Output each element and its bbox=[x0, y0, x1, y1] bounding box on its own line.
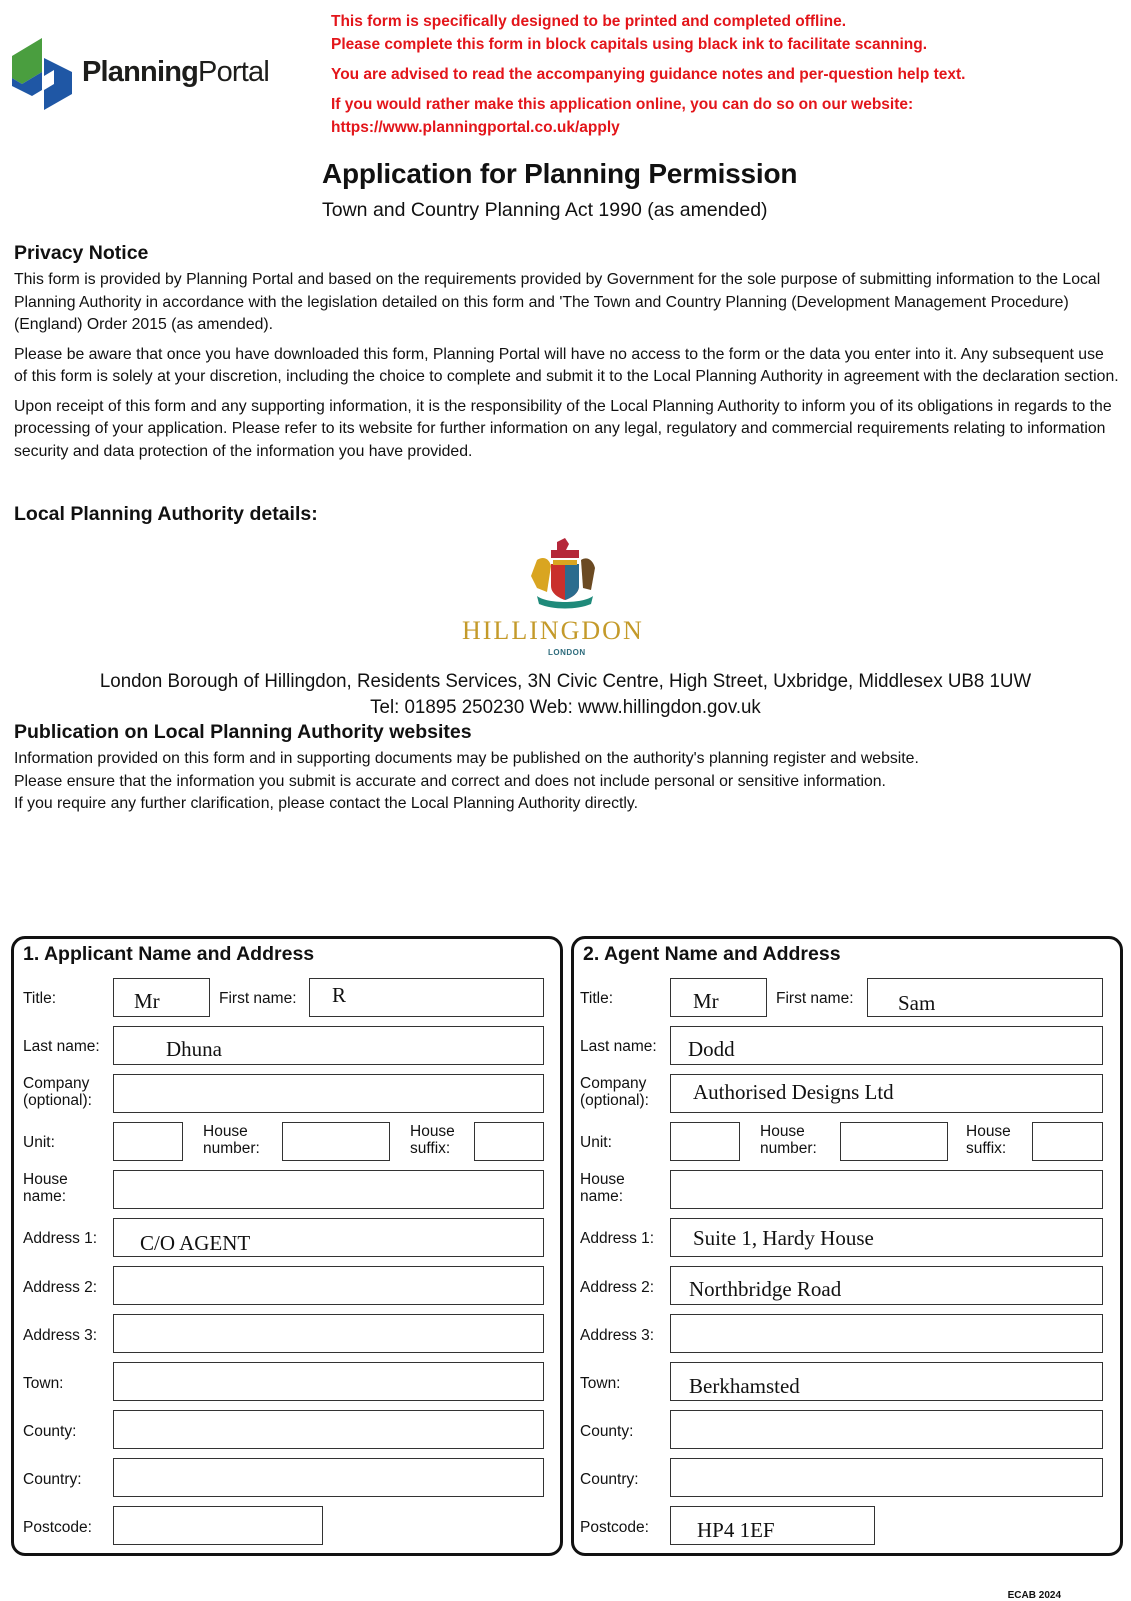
applicant-town-field[interactable] bbox=[113, 1362, 544, 1401]
agent-heading: 2. Agent Name and Address bbox=[583, 943, 841, 965]
label-line: number: bbox=[760, 1140, 817, 1157]
applicant-company-field[interactable] bbox=[113, 1074, 544, 1113]
publication-line: Please ensure that the information you submit is accurate and correct and does not include personal or sensitive information. bbox=[14, 772, 886, 790]
house-suffix-label bbox=[410, 1123, 455, 1157]
applicant-unit-field[interactable] bbox=[113, 1122, 183, 1161]
lpa-address bbox=[23, 668, 1109, 720]
agent-last-name-field[interactable] bbox=[670, 1026, 1103, 1065]
field-value: Mr bbox=[693, 989, 719, 1013]
lpa-address-line: London Borough of Hillingdon, Residents Services, 3N Civic Centre, High Street, Uxbridge, Middlesex UB8 1UW bbox=[99, 670, 1032, 692]
applicant-address1-field[interactable] bbox=[113, 1218, 544, 1257]
last-name-label: Last name: bbox=[580, 1038, 657, 1055]
label-line: suffix: bbox=[966, 1140, 1007, 1157]
label-line: House bbox=[203, 1123, 248, 1140]
notice-line: You are advised to read the accompanying guidance notes and per-question help text. bbox=[331, 66, 966, 83]
field-value: C/O AGENT bbox=[140, 1231, 251, 1255]
agent-house-number-field[interactable] bbox=[840, 1122, 948, 1161]
postcode-label: Postcode: bbox=[23, 1519, 92, 1536]
label-line: House bbox=[23, 1171, 68, 1188]
agent-address2-field[interactable] bbox=[670, 1266, 1103, 1305]
company-label bbox=[580, 1075, 649, 1109]
applicant-section bbox=[11, 936, 563, 1556]
applicant-country-field[interactable] bbox=[113, 1458, 544, 1497]
county-label: County: bbox=[23, 1423, 77, 1440]
label-line: (optional): bbox=[580, 1092, 649, 1109]
label-line: number: bbox=[203, 1140, 260, 1157]
label-line: Company bbox=[580, 1075, 647, 1092]
privacy-paragraph: Please be aware that once you have downloaded this form, Planning Portal will have no access to the form or the data you enter into it. Any subsequent use of this form is solely at your discretion, including the choice to complete and submit it to the Local Planning Authority in agreement with the declaration section. bbox=[14, 345, 1119, 385]
address3-label: Address 3: bbox=[23, 1327, 98, 1344]
publication-line: Information provided on this form and in supporting documents may be published on the authority's planning register and website. bbox=[14, 750, 919, 767]
field-value: Dhuna bbox=[166, 1037, 222, 1061]
last-name-label: Last name: bbox=[23, 1038, 100, 1055]
field-value: Dodd bbox=[688, 1037, 735, 1061]
publication-heading: Publication on Local Planning Authority websites bbox=[14, 721, 472, 743]
town-label: Town: bbox=[580, 1375, 621, 1392]
applicant-house-number-field[interactable] bbox=[282, 1122, 390, 1161]
address3-label: Address 3: bbox=[580, 1327, 655, 1344]
title-label: Title: bbox=[580, 990, 614, 1007]
label-line: (optional): bbox=[23, 1092, 92, 1109]
house-number-label bbox=[760, 1123, 817, 1157]
label-line: House bbox=[966, 1123, 1011, 1140]
applicant-county-field[interactable] bbox=[113, 1410, 544, 1449]
brand-light: Portal bbox=[198, 56, 270, 88]
planning-portal-logo bbox=[12, 38, 282, 110]
form-code: ECAB 2024 bbox=[1007, 1590, 1061, 1601]
agent-house-suffix-field[interactable] bbox=[1032, 1122, 1103, 1161]
applicant-heading: 1. Applicant Name and Address bbox=[23, 943, 315, 965]
address1-label: Address 1: bbox=[580, 1230, 655, 1247]
applicant-first-name-field[interactable] bbox=[309, 978, 544, 1017]
brand-bold: Planning bbox=[82, 56, 199, 88]
privacy-body bbox=[14, 269, 1119, 470]
agent-address1-field[interactable] bbox=[670, 1218, 1103, 1257]
label-line: name: bbox=[23, 1188, 67, 1205]
privacy-heading: Privacy Notice bbox=[14, 242, 149, 264]
hillingdon-crest-icon bbox=[527, 538, 603, 612]
applicant-house-name-field[interactable] bbox=[113, 1170, 544, 1209]
privacy-paragraph: This form is provided by Planning Portal and based on the requirements provided by Government for the sole purpose of submitting information to the Local Planning Authority in accordance with the legislation detailed on this form and 'The Town and Country Planning (Development Management Procedure) (England) Order 2015 (as amended). bbox=[14, 271, 1101, 333]
hillingdon-wordmark: HILLINGDON bbox=[462, 616, 644, 645]
company-label bbox=[23, 1075, 92, 1109]
address1-label: Address 1: bbox=[23, 1230, 98, 1247]
publication-body bbox=[14, 748, 1119, 816]
agent-unit-field[interactable] bbox=[670, 1122, 740, 1161]
house-name-label bbox=[580, 1171, 625, 1205]
field-value: Sam bbox=[898, 991, 936, 1015]
page-subtitle: Town and Country Planning Act 1990 (as amended) bbox=[322, 199, 768, 221]
house-name-label bbox=[23, 1171, 68, 1205]
offline-notice bbox=[331, 10, 1111, 139]
label-line: House bbox=[580, 1171, 625, 1188]
applicant-address2-field[interactable] bbox=[113, 1266, 544, 1305]
country-label: Country: bbox=[23, 1471, 82, 1488]
address2-label: Address 2: bbox=[23, 1279, 98, 1296]
field-value: Suite 1, Hardy House bbox=[693, 1226, 874, 1250]
label-line: House bbox=[760, 1123, 805, 1140]
county-label: County: bbox=[580, 1423, 634, 1440]
agent-title-field[interactable] bbox=[670, 978, 767, 1017]
label-line: suffix: bbox=[410, 1140, 451, 1157]
notice-line: This form is specifically designed to be printed and completed offline. bbox=[331, 13, 847, 30]
country-label: Country: bbox=[580, 1471, 639, 1488]
lpa-heading: Local Planning Authority details: bbox=[14, 503, 318, 525]
applicant-title-field[interactable] bbox=[113, 978, 210, 1017]
title-label: Title: bbox=[23, 990, 57, 1007]
field-value: Northbridge Road bbox=[689, 1277, 842, 1301]
apply-online-link[interactable]: https://www.planningportal.co.uk/apply bbox=[331, 119, 620, 136]
agent-county-field[interactable] bbox=[670, 1410, 1103, 1449]
postcode-label: Postcode: bbox=[580, 1519, 649, 1536]
unit-label: Unit: bbox=[580, 1134, 612, 1151]
label-line: name: bbox=[580, 1188, 624, 1205]
field-value: HP4 1EF bbox=[697, 1518, 775, 1542]
first-name-label: First name: bbox=[776, 990, 854, 1007]
notice-line: If you would rather make this application online, you can do so on our website: bbox=[331, 96, 914, 113]
agent-postcode-field[interactable] bbox=[670, 1506, 875, 1545]
field-value: Authorised Designs Ltd bbox=[693, 1080, 894, 1104]
applicant-last-name-field[interactable] bbox=[113, 1026, 544, 1065]
agent-company-field[interactable] bbox=[670, 1074, 1103, 1113]
town-label: Town: bbox=[23, 1375, 64, 1392]
applicant-house-suffix-field[interactable] bbox=[474, 1122, 544, 1161]
house-number-label bbox=[203, 1123, 260, 1157]
unit-label: Unit: bbox=[23, 1134, 55, 1151]
publication-line: If you require any further clarification, please contact the Local Planning Authority directly. bbox=[14, 795, 639, 812]
field-value: Mr bbox=[134, 989, 160, 1013]
agent-section bbox=[571, 936, 1123, 1556]
field-value: Berkhamsted bbox=[689, 1374, 800, 1398]
agent-country-field[interactable] bbox=[670, 1458, 1103, 1497]
address2-label: Address 2: bbox=[580, 1279, 655, 1296]
notice-line: Please complete this form in block capitals using black ink to facilitate scanning. bbox=[331, 36, 928, 53]
planning-portal-logo-icon bbox=[12, 38, 74, 110]
hillingdon-sub: LONDON bbox=[548, 648, 586, 657]
privacy-paragraph: Upon receipt of this form and any supporting information, it is the responsibility of the Local Planning Authority to inform you of its obligations in regards to the processing of your application. Please refer to its website for further information on any legal, regulatory and commercial requirements relating to information security and data protection of the information you have provided. bbox=[14, 397, 1112, 460]
applicant-postcode-field[interactable] bbox=[113, 1506, 323, 1545]
label-line: Company bbox=[23, 1075, 90, 1092]
label-line: House bbox=[410, 1123, 455, 1140]
field-value: R bbox=[332, 983, 347, 1007]
lpa-contact-line: Tel: 01895 250230 Web: www.hillingdon.gov.uk bbox=[370, 696, 761, 718]
agent-address3-field[interactable] bbox=[670, 1314, 1103, 1353]
agent-house-name-field[interactable] bbox=[670, 1170, 1103, 1209]
page-title: Application for Planning Permission bbox=[322, 158, 798, 189]
house-suffix-label bbox=[966, 1123, 1011, 1157]
agent-town-field[interactable] bbox=[670, 1362, 1103, 1401]
applicant-address3-field[interactable] bbox=[113, 1314, 544, 1353]
agent-first-name-field[interactable] bbox=[867, 978, 1103, 1017]
first-name-label: First name: bbox=[219, 990, 297, 1007]
